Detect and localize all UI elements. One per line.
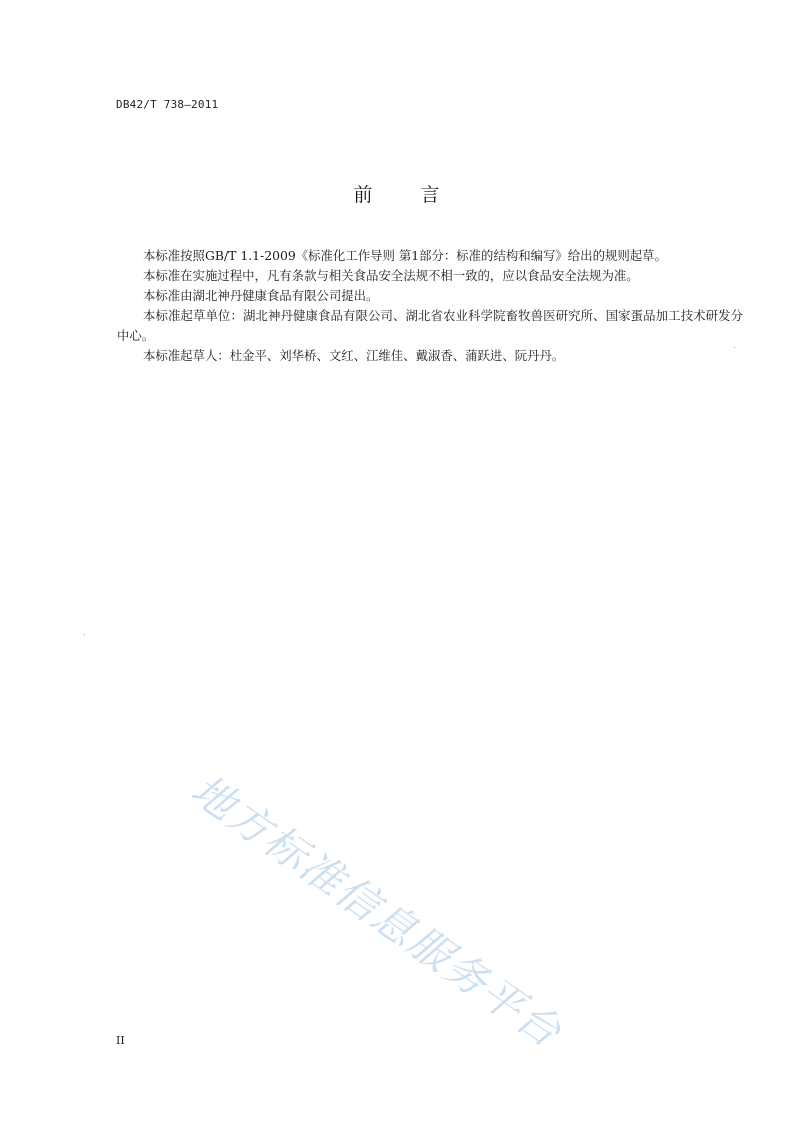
watermark: 地方标准信息服务平台 bbox=[182, 764, 572, 1058]
paragraph-drafters: 本标准起草人：杜金平、刘华桥、文红、江维佳、戴淑香、蒲跃进、阮丹丹。 bbox=[143, 348, 565, 363]
paragraph-implementation: 本标准在实施过程中，凡有条款与相关食品安全法规不相一致的，应以食品安全法规为准。 bbox=[143, 268, 639, 283]
paragraph-proposer: 本标准由湖北神丹健康食品有限公司提出。 bbox=[143, 288, 379, 303]
document-code: DB42/T 738—2011 bbox=[116, 98, 219, 111]
foreword-body bbox=[117, 246, 743, 366]
page-number: II bbox=[116, 1034, 125, 1047]
paragraph-drafting-rules: 本标准按照GB/T 1.1-2009《标准化工作导则 第1部分：标准的结构和编写》给出的规则起草。 bbox=[143, 248, 667, 263]
page-title: 前言 bbox=[353, 184, 488, 206]
paragraph-drafting-units: 本标准起草单位：湖北神丹健康食品有限公司、湖北省农业科学院畜牧兽医研究所、国家蛋品加工技术研发分中心。 bbox=[117, 308, 743, 343]
scan-speck bbox=[734, 347, 735, 348]
scan-speck bbox=[84, 634, 85, 635]
